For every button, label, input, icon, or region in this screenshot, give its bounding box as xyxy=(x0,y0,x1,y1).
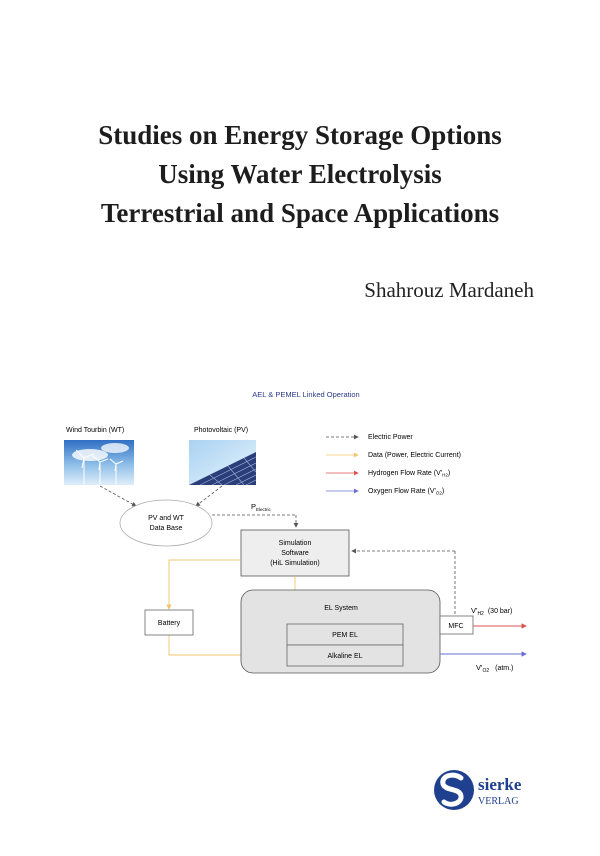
wt-to-database-line xyxy=(100,486,136,506)
sim-label-1: Simulation xyxy=(278,540,312,547)
legend-electric-label: Electric Power xyxy=(368,434,413,441)
sim-to-battery-data-line xyxy=(169,560,241,609)
publisher-sub: VERLAG xyxy=(478,796,519,807)
database-node xyxy=(120,500,212,546)
el-system-label: EL System xyxy=(324,605,358,612)
database-label-2: Data Base xyxy=(149,525,183,532)
pv-label: Photovoltaic (PV) xyxy=(194,427,249,434)
cover-title-line-3: Terrestrial and Space Applications xyxy=(100,198,500,228)
sim-label-2: Software xyxy=(281,550,309,557)
legend xyxy=(326,434,461,496)
legend-data-label: Data (Power, Electric Current) xyxy=(368,452,461,459)
cover-title-line-2: Using Water Electrolysis xyxy=(158,159,442,189)
alkaline-el-label: Alkaline EL xyxy=(327,653,363,660)
author-name: Shahrouz Mardaneh xyxy=(364,278,534,302)
diagram-title: AEL & PEMEL Linked Operation xyxy=(252,390,360,399)
publisher-logo xyxy=(433,768,533,812)
pv-to-database-line xyxy=(196,486,222,506)
mfc-label: MFC xyxy=(448,623,464,630)
cover-title-line-1: Studies on Energy Storage Options xyxy=(98,120,502,150)
h2-flow-label: $V'_{H2}$ (30 bar) xyxy=(471,606,513,617)
solar-panel-image xyxy=(189,427,256,485)
p-electric-label: $P_{Electric}$ xyxy=(251,502,271,512)
database-label-1: PV and WT xyxy=(148,515,184,522)
publisher-name: sierke xyxy=(478,775,522,794)
legend-hydrogen-label: Hydrogen Flow Rate $(V'_{H2})$ xyxy=(368,470,451,478)
wt-label: Wind Tourbin (WT) xyxy=(66,427,125,434)
legend-oxygen-label: Oxygen Flow Rate $(V'_{O2})$ xyxy=(368,488,445,496)
battery-label: Battery xyxy=(157,620,181,627)
sim-label-3: (HiL Simulation) xyxy=(270,560,320,567)
pem-el-label: PEM EL xyxy=(332,632,358,639)
system-diagram xyxy=(0,380,600,680)
o2-flow-label: $V'_{O2}$ (atm.) xyxy=(476,663,514,674)
wind-turbine-image xyxy=(64,427,134,485)
